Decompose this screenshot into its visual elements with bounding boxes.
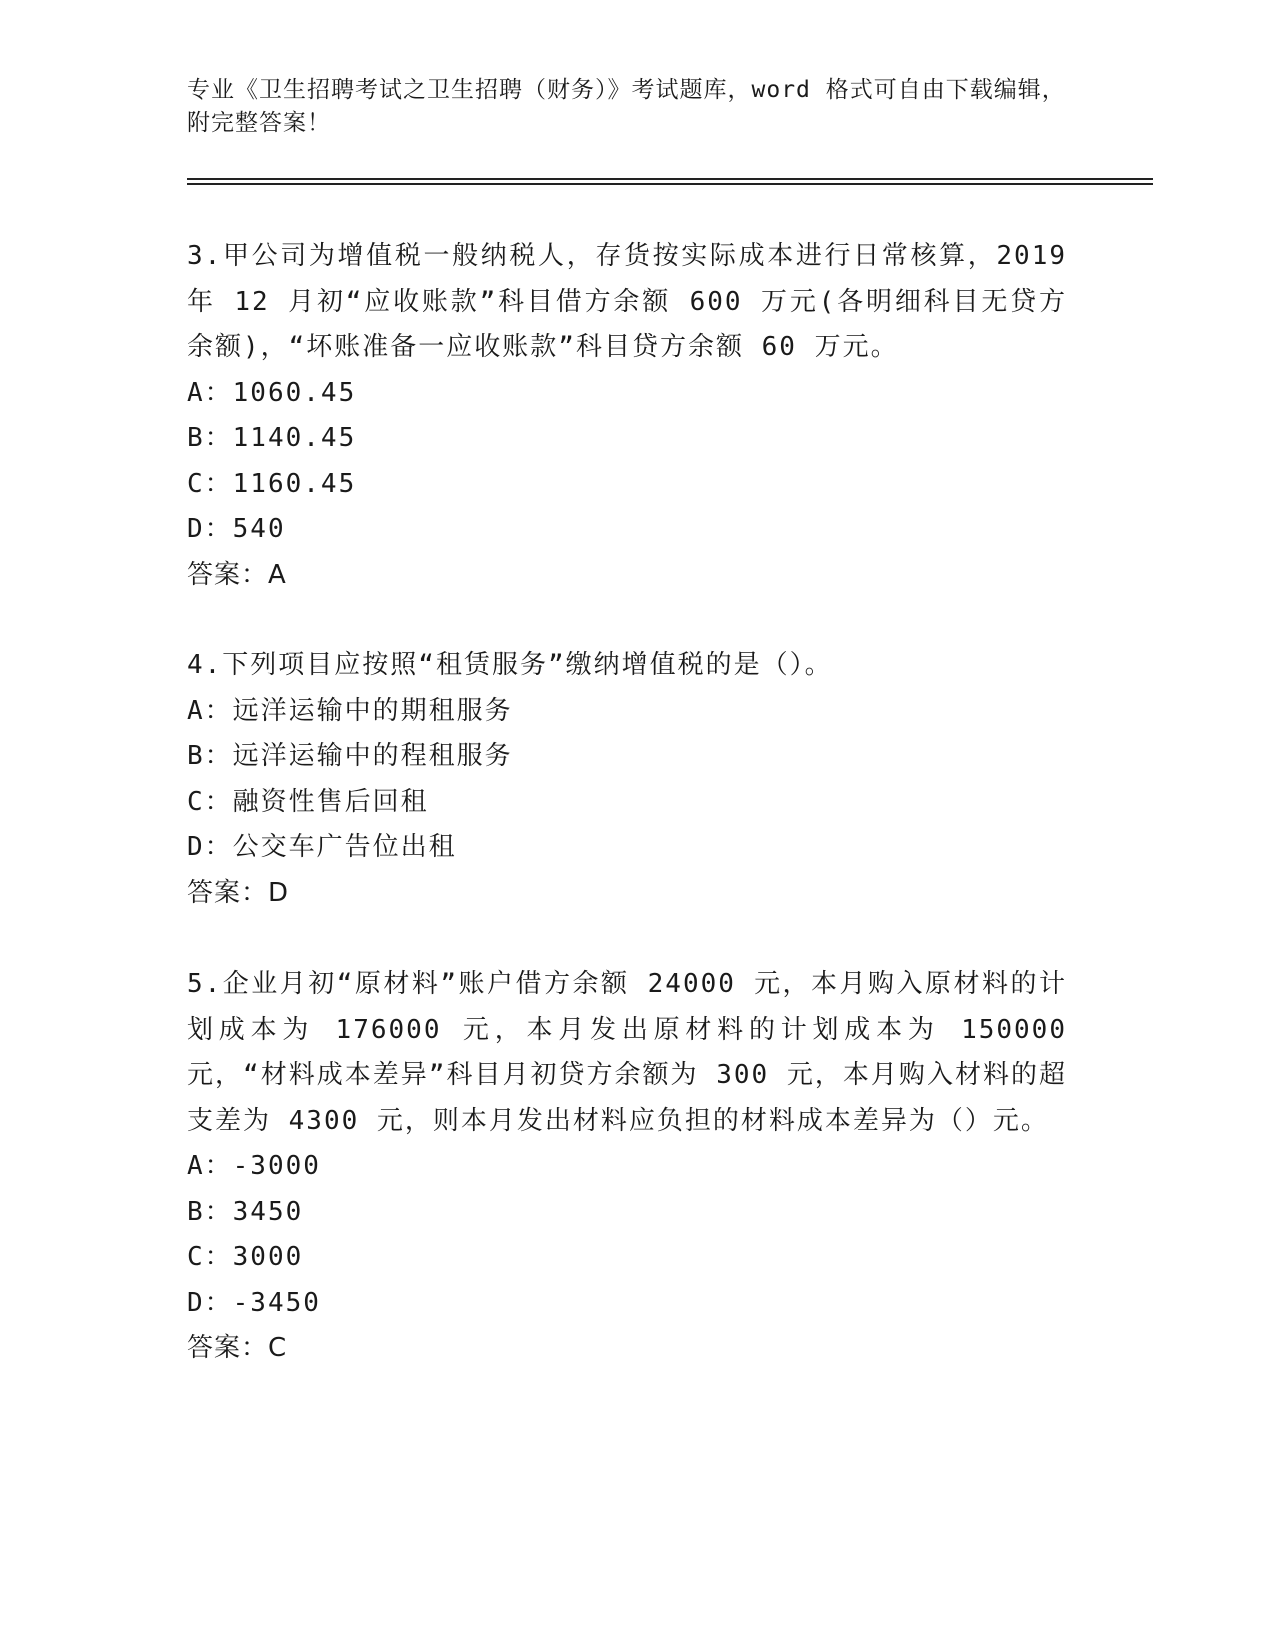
option-b: B：3450 xyxy=(187,1196,304,1227)
answer: 答案：D xyxy=(187,877,290,908)
question-4 xyxy=(187,643,1067,916)
answer: 答案：C xyxy=(187,1333,288,1363)
answer: 答案：A xyxy=(187,559,287,590)
document-header xyxy=(187,74,1067,140)
header-divider-bottom xyxy=(187,183,1153,185)
question-3 xyxy=(187,234,1067,598)
option-d: D：-3450 xyxy=(187,1287,321,1318)
option-a: A：1060.45 xyxy=(187,377,357,408)
option-a: A：-3000 xyxy=(187,1151,321,1181)
question-stem: 4.下列项目应按照“租赁服务”缴纳增值税的是（）。 xyxy=(187,650,833,680)
option-d: D：540 xyxy=(187,514,286,544)
question-5 xyxy=(187,962,1067,1372)
option-b: B：远洋运输中的程租服务 xyxy=(187,741,513,771)
header-intro-text: 专业《卫生招聘考试之卫生招聘（财务）》考试题库，word 格式可自由下载编辑，附完整答案！ xyxy=(187,77,1066,136)
option-b: B：1140.45 xyxy=(187,423,357,453)
header-divider-top xyxy=(187,178,1153,180)
question-stem: 5.企业月初“原材料”账户借方余额 24000 元，本月购入原材料的计划成本为 176000 元，本月发出原材料的计划成本为 150000 元，“材料成本差异”科目月初贷方余额为 300 元，本月购入材料的超支差为 4300 元，则本月发出材料应负担的材料成本差异为（）元。 xyxy=(187,969,1067,1136)
option-c: C：3000 xyxy=(187,1242,304,1272)
question-stem: 3.甲公司为增值税一般纳税人，存货按实际成本进行日常核算，2019 年 12 月初“应收账款”科目借方余额 600 万元(各明细科目无贷方余额)，“坏账准备一应收账款”科目贷方余额 60 万元。 xyxy=(187,241,1067,362)
option-d: D：公交车广告位出租 xyxy=(187,832,457,862)
option-c: C：1160.45 xyxy=(187,468,357,499)
option-a: A：远洋运输中的期租服务 xyxy=(187,695,513,726)
option-c: C：融资性售后回租 xyxy=(187,786,429,817)
